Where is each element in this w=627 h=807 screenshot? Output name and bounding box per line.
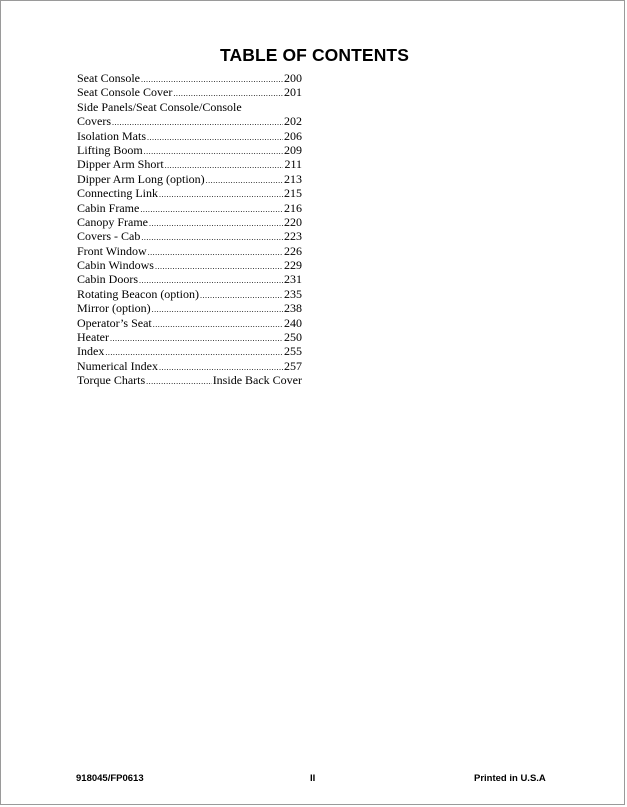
toc-entry-label: Dipper Arm Long (option) — [77, 171, 205, 186]
dot-leader — [141, 231, 283, 245]
page-title: TABLE OF CONTENTS — [219, 45, 409, 65]
toc-entry[interactable] — [77, 344, 302, 358]
toc-entry[interactable] — [77, 330, 302, 344]
toc-entry[interactable] — [77, 359, 302, 373]
toc-entry-page: 220 — [284, 214, 302, 229]
toc-entry-label: Seat Console — [77, 71, 140, 85]
dot-leader — [155, 260, 283, 274]
toc-entry[interactable] — [77, 157, 302, 171]
toc-entry-label: Connecting Link — [77, 186, 158, 201]
toc-entry-label: Rotating Beacon (option) — [77, 286, 199, 301]
toc-entry-label: Mirror (option) — [77, 301, 151, 316]
toc-entry[interactable] — [77, 229, 302, 243]
toc-entry[interactable] — [77, 272, 302, 286]
toc-entry-page: 235 — [284, 286, 302, 301]
dot-leader — [152, 303, 283, 317]
footer-document-number: 918045/FP0613 — [76, 773, 144, 784]
dot-leader — [206, 174, 283, 188]
toc-entry-label: Covers - Cab — [77, 229, 141, 244]
toc-entry-label: Torque Charts — [77, 373, 146, 388]
toc-entry-page: 202 — [284, 114, 302, 129]
toc-entry-label: Heater — [77, 330, 109, 345]
dot-leader — [159, 188, 283, 202]
dot-leader — [140, 203, 283, 217]
footer-printed-in: Printed in U.S.A — [474, 773, 546, 784]
toc-entry-label: Numerical Index — [77, 358, 158, 373]
dot-leader — [148, 246, 283, 260]
toc-entry[interactable] — [77, 316, 302, 330]
toc-entry-page: 213 — [284, 171, 302, 186]
dot-leader — [147, 131, 283, 145]
toc-entry-page: 215 — [284, 186, 302, 201]
toc-entry-page: 238 — [284, 301, 302, 316]
toc-entry-page: 211 — [284, 157, 302, 172]
dot-leader — [146, 375, 212, 389]
dot-leader — [153, 318, 283, 332]
toc-entry-page: 231 — [284, 272, 302, 287]
toc-entry-page: 201 — [284, 85, 302, 100]
toc-entry-label: Lifting Boom — [77, 142, 143, 157]
toc-entry[interactable] — [77, 244, 302, 258]
toc-entry-label: Index — [77, 344, 105, 359]
toc-entry-label: Isolation Mats — [77, 128, 146, 143]
dot-leader — [110, 332, 283, 346]
table-of-contents — [77, 71, 302, 388]
toc-entry-page: 229 — [284, 258, 302, 273]
toc-entry-page: 257 — [284, 358, 302, 373]
toc-entry-page: 255 — [284, 344, 302, 359]
toc-entry-page: 223 — [284, 229, 302, 244]
toc-entry-page: 216 — [284, 200, 302, 215]
toc-entry[interactable] — [77, 172, 302, 186]
toc-entry-page: 226 — [284, 243, 302, 258]
toc-entry[interactable] — [77, 301, 302, 315]
footer-page-number: II — [310, 773, 316, 784]
toc-entry[interactable] — [77, 85, 302, 99]
toc-entry-label: Side Panels/Seat Console/Console — [77, 99, 242, 114]
toc-entry[interactable] — [77, 186, 302, 200]
toc-entry[interactable] — [77, 100, 302, 114]
toc-entry-page: 200 — [284, 71, 302, 85]
toc-entry[interactable] — [77, 143, 302, 157]
toc-entry-page: 240 — [284, 315, 302, 330]
toc-entry[interactable] — [77, 373, 302, 387]
dot-leader — [144, 145, 283, 159]
toc-entry[interactable] — [77, 201, 302, 215]
toc-entry[interactable] — [77, 114, 302, 128]
toc-entry-label: Cabin Windows — [77, 258, 154, 273]
dot-leader — [149, 217, 283, 231]
toc-entry[interactable] — [77, 258, 302, 272]
toc-entry-label: Cabin Frame — [77, 200, 140, 215]
toc-entry[interactable] — [77, 215, 302, 229]
toc-entry-label: Seat Console Cover — [77, 85, 173, 100]
toc-entry-label: Front Window — [77, 243, 147, 258]
toc-entry-label: Covers — [77, 114, 111, 129]
toc-entry-page: 250 — [284, 330, 302, 345]
toc-entry[interactable] — [77, 129, 302, 143]
toc-entry-label: Cabin Doors — [77, 272, 138, 287]
toc-entry[interactable] — [77, 71, 302, 85]
toc-entry-page: Inside Back Cover — [212, 373, 302, 388]
toc-entry-label: Operator’s Seat — [77, 315, 152, 330]
toc-entry-page: 209 — [284, 142, 302, 157]
dot-leader — [200, 289, 283, 303]
toc-entry-label: Dipper Arm Short — [77, 157, 164, 172]
toc-entry[interactable] — [77, 287, 302, 301]
toc-entry-label: Canopy Frame — [77, 214, 148, 229]
toc-entry-page: 206 — [284, 128, 302, 143]
